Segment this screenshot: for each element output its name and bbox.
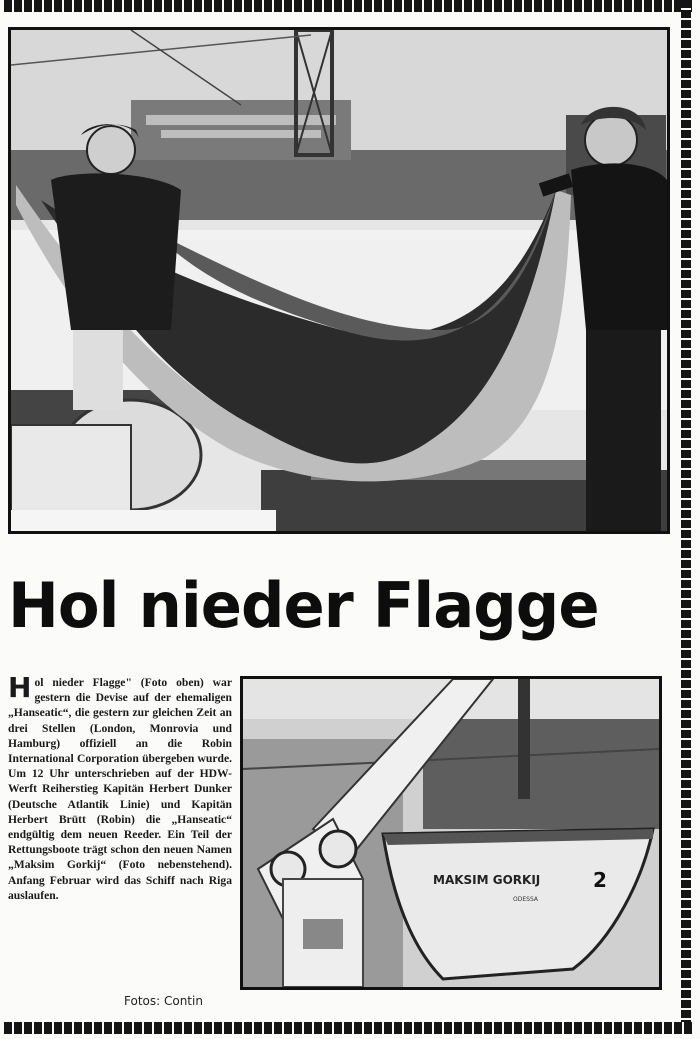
lifeboat-port: ODESSA: [513, 896, 538, 903]
bottom-dashed-border: [4, 1022, 694, 1034]
right-dashed-border: [681, 0, 691, 1034]
headline: Hol nieder Flagge: [8, 569, 599, 642]
flag-lowering-photo: [8, 27, 670, 534]
lifeboat-illustration: [243, 679, 659, 987]
photo-credit: Fotos: Contin: [124, 994, 203, 1008]
lifeboat-name: MAKSIM GORKIJ: [433, 873, 541, 887]
lifeboat-photo: [240, 676, 662, 990]
article-body: ol nieder Flagge" (Foto oben) war gestern die Devise auf der ehemaligen „Hanseatic“, die gestern zur gleichen Zeit an drei Stellen (London, Monrovia und Hamburg) offiziell an die Robin International Corporation übergeben wurde. Um 12 Uhr unterschrieben auf der HDW-Werft Reiherstieg Kapitän Herbert Dunker (Deutsche Atlantik Linie) und Kapitän Herbert Brütt (Robin) die „Hanseatic“ endgültig dem neuen Reeder. Ein Teil der Rettungsboote trägt schon den neuen Namen „Maksim Gorkij“ (Foto nebenstehend). Anfang Februar wird das Schiff nach Riga auslaufen.: [8, 676, 232, 902]
lifeboat-number: 2: [593, 868, 607, 892]
top-dashed-border: [4, 0, 694, 12]
flag-lowering-illustration: [11, 30, 667, 531]
article-dropcap: H: [8, 671, 32, 704]
article-text: [8, 671, 232, 903]
